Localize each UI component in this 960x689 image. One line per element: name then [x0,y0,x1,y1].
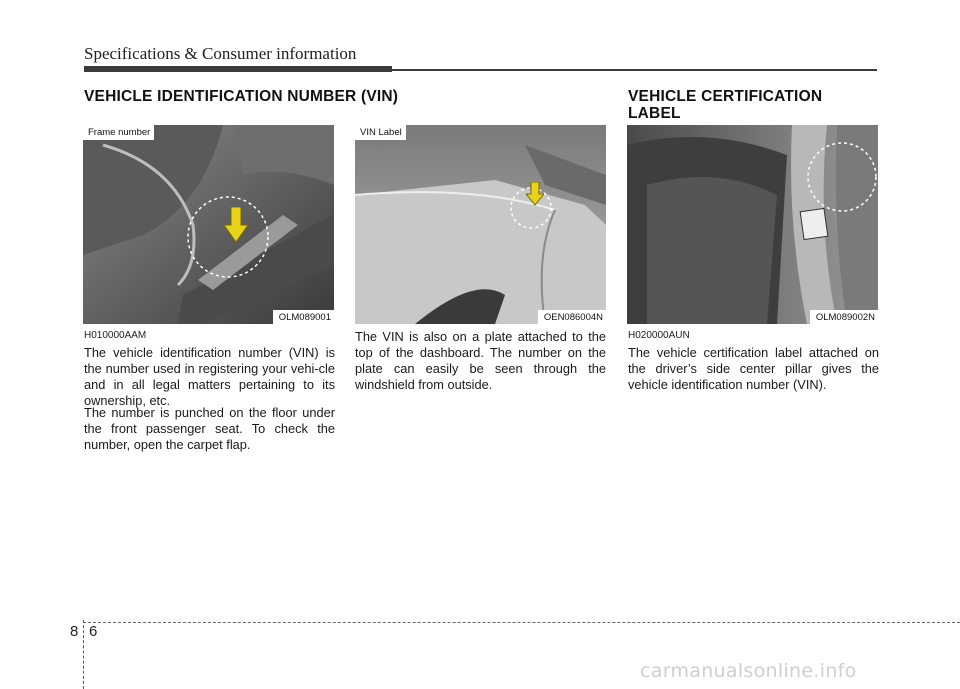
watermark: carmanualsonline.info [640,660,857,682]
page-header-title: Specifications & Consumer information [84,44,357,63]
down-arrow-icon [526,182,544,206]
figure-frame-number [83,125,334,324]
header-rule [392,69,877,71]
section-number: 8 [70,623,79,640]
figure-vin-label [355,125,606,324]
cert-section-title-line2: LABEL [628,105,681,122]
vin-dashboard-paragraph: The VIN is also on a plate attached to the top of the dashboard. The number on the plate can easily be seen through the windshield from outside. [355,329,606,392]
figure-code: OLM089002N [810,310,878,324]
down-arrow-icon [224,207,248,243]
door-pillar-illustration [627,125,878,324]
figure-tag: Frame number [83,125,154,140]
figure-tag: VIN Label [355,125,406,140]
footer-rule [83,622,960,623]
vin-section-title: VEHICLE IDENTIFICATION NUMBER (VIN) [84,88,399,105]
dashboard-illustration [355,125,606,324]
cert-section-title-line1: VEHICLE CERTIFICATION [628,88,823,105]
vin-paragraph-1: The vehicle identification number (VIN) is the number used in registering your vehi-cle and in all legal matters pertaining to its ownership, etc. [84,345,335,408]
page-number-divider [83,620,84,689]
section-code: H010000AAM [84,330,147,341]
certification-paragraph: The vehicle certification label attached on the driver’s side center pillar gives the vehicle identification number (VIN). [628,345,879,392]
page-number: 6 [89,623,98,640]
floor-seat-illustration [83,125,334,324]
section-code: H020000AUN [628,330,690,341]
figure-certification-label [627,125,878,324]
header-bar [84,66,392,72]
vin-paragraph-2: The number is punched on the floor under the front passenger seat. To check the number, open the carpet flap. [84,405,335,452]
figure-code: OLM089001 [273,310,334,324]
figure-code: OEN086004N [538,310,606,324]
